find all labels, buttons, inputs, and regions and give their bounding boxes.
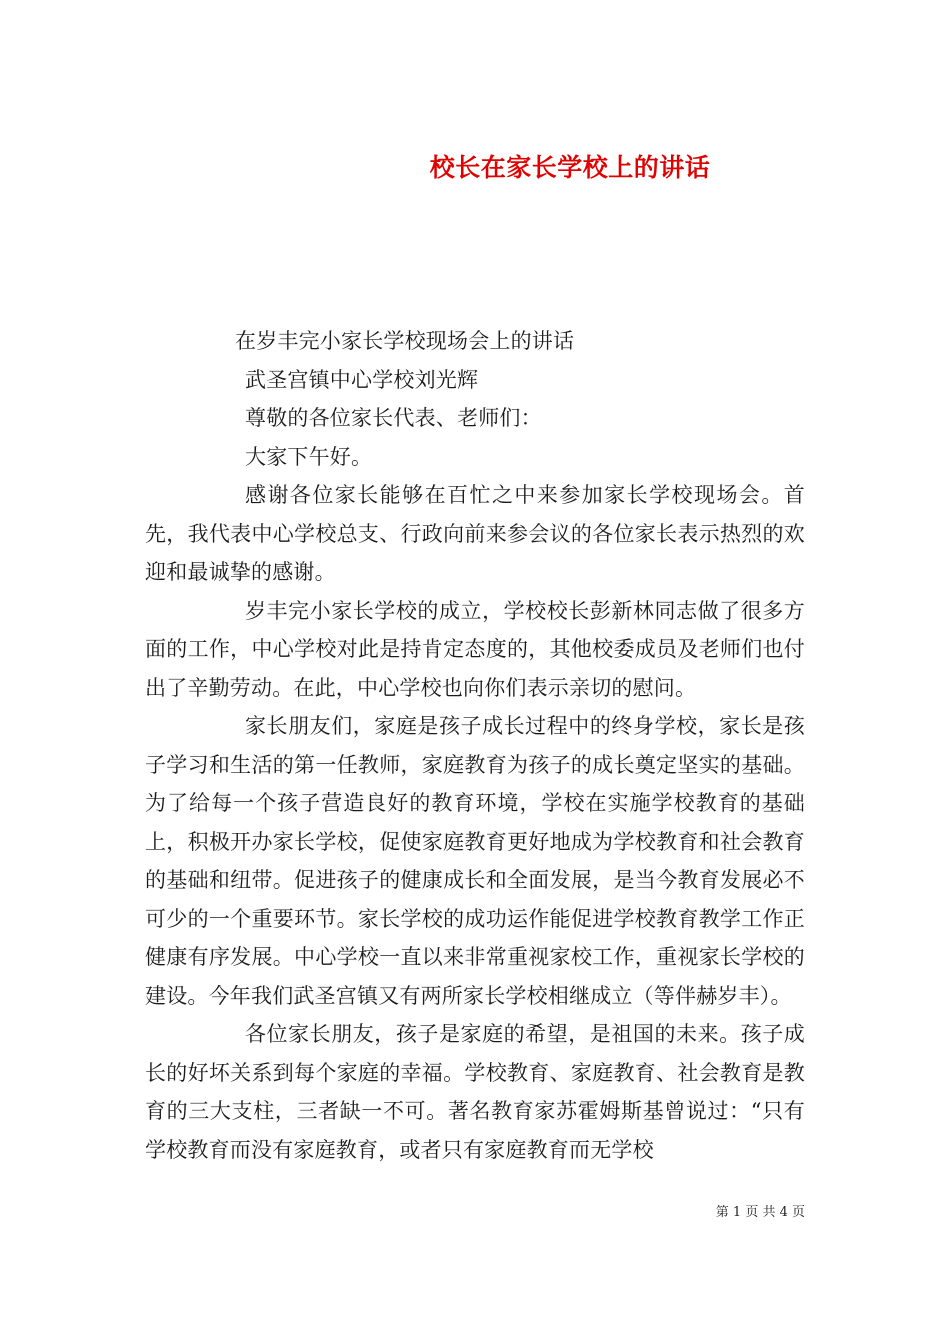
speech-subtitle: 在岁丰完小家长学校现场会上的讲话 xyxy=(235,329,575,353)
page-number: 第 1 页 共 4 页 xyxy=(715,1205,805,1220)
speech-salutation: 尊敬的各位家长代表、老师们： xyxy=(245,406,542,430)
body-paragraph: 岁丰完小家长学校的成立，学校校长彭新林同志做了很多方面的工作，中心学校对此是持肯定态度的，其他校委成员及老师们也付出了辛勤劳动。在此，中心学校也向你们表示亲切的慰问。 xyxy=(145,598,805,700)
body-paragraph: 感谢各位家长能够在百忙之中来参加家长学校现场会。首先，我代表中心学校总支、行政向前来参会议的各位家长表示热烈的欢迎和最诚挚的感谢。 xyxy=(145,483,805,584)
speech-greeting: 大家下午好。 xyxy=(245,444,373,469)
speech-author: 武圣宫镇中心学校刘光辉 xyxy=(245,367,479,392)
body-paragraph: 各位家长朋友，孩子是家庭的希望，是祖国的未来。孩子成长的好坏关系到每个家庭的幸福。学校教育、家庭教育、社会教育是教育的三大支柱，三者缺一不可。著名教育家苏霍姆斯基曾说过：“只有学校教育而没有家庭教育，或者只有家庭教育而无学校 xyxy=(145,1022,805,1162)
document-title: 校长在家长学校上的讲话 xyxy=(429,152,711,182)
body-paragraph: 家长朋友们，家庭是孩子成长过程中的终身学校，家长是孩子学习和生活的第一任教师，家庭教育为孩子的成长奠定坚实的基础。为了给每一个孩子营造良好的教育环境，学校在实施学校教育的基础上，积极开办家长学校，促使家庭教育更好地成为学校教育和社会教育的基础和纽带。促进孩子的健康成长和全面发展，是当今教育发展必不可少的一个重要环节。家长学校的成功运作能促进学校教育教学工作正健康有序发展。中心学校一直以来非常重视家校工作，重视家长学校的建设。今年我们武圣宫镇又有两所家长学校相继成立（等伴赫岁丰）。 xyxy=(145,714,805,1008)
document-body xyxy=(145,322,805,1169)
